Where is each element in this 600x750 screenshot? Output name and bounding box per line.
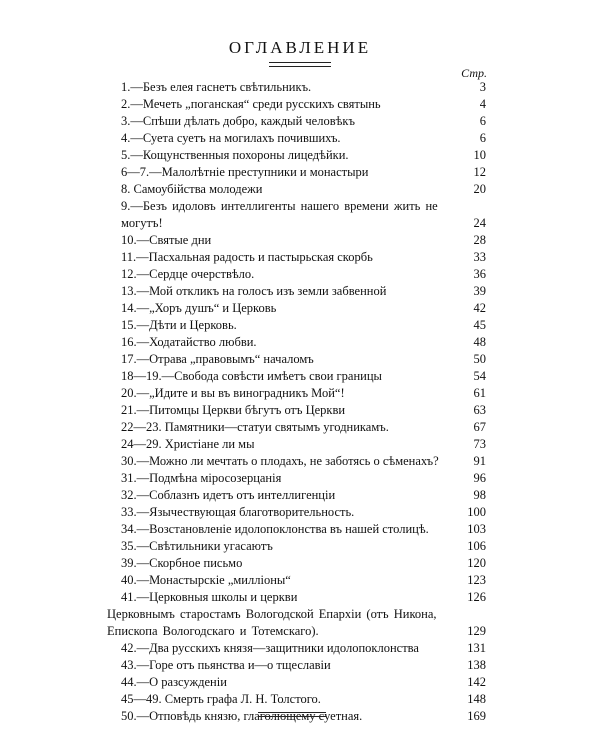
title-divider	[269, 62, 331, 67]
toc-entry-title: 50.—Отповѣдь князю, глаголющему суетная.	[121, 709, 363, 723]
toc-entry	[107, 436, 486, 453]
toc-entry-page: 4	[479, 97, 486, 111]
toc-entry-page: 54	[473, 369, 486, 383]
toc-entry-title: Церковнымъ старостамъ Вологодской Епархіи (отъ Никона, Епископа Вологодскаго и Тотемскаго).	[107, 607, 437, 638]
toc-entry-title: 18—19.—Свобода совѣсти имѣетъ свои границы	[121, 369, 382, 383]
toc-entry-page: 120	[467, 556, 486, 570]
toc-entry	[107, 181, 486, 198]
toc-entry-page: 39	[473, 284, 486, 298]
toc-entry	[107, 266, 486, 283]
toc-entry-page: 36	[473, 267, 486, 281]
toc-entry-title: 5.—Кощунственныя похороны лицедѣйки.	[121, 148, 349, 162]
toc-entry-page: 28	[473, 233, 486, 247]
toc-entry-title: 13.—Мой откликъ на голосъ изъ земли забвенной	[121, 284, 387, 298]
toc-entry	[107, 164, 486, 181]
toc-entry-page: 100	[467, 505, 486, 519]
toc-entry-page: 148	[467, 692, 486, 706]
toc-entry	[107, 504, 486, 521]
toc-entry-title: 21.—Питомцы Церкви бѣгутъ отъ Церкви	[121, 403, 346, 417]
toc-entry	[107, 453, 486, 470]
toc-entry-title: 3.—Спѣши дѣлать добро, каждый человѣкъ	[121, 114, 355, 128]
toc-entry-page: 106	[467, 539, 486, 553]
toc-entry	[107, 691, 486, 708]
toc-entry-page: 91	[473, 454, 486, 468]
toc-entry	[107, 606, 486, 640]
toc-entry	[107, 657, 486, 674]
toc-entry-page: 138	[467, 658, 486, 672]
toc-entry-title: 11.—Пасхальная радость и пастырьская скорбь	[121, 250, 373, 264]
toc-entry	[107, 368, 486, 385]
toc-entry	[107, 249, 486, 266]
toc-entry	[107, 96, 486, 113]
toc-entry	[107, 572, 486, 589]
toc-entry-title: 8. Самоубійства молодежи	[121, 182, 263, 196]
toc-entry-title: 17.—Отрава „правовымъ“ началомъ	[121, 352, 314, 366]
toc-entry	[107, 521, 486, 538]
toc-entry	[107, 130, 486, 147]
toc-entry-title: 9.—Безъ идоловъ интеллигенты нашего времени жить не могутъ!	[121, 199, 438, 230]
toc-entry	[107, 589, 486, 606]
toc-entry-page: 131	[467, 641, 486, 655]
toc-entry-page: 6	[479, 114, 486, 128]
toc-entry	[107, 283, 486, 300]
toc-entry-title: 35.—Свѣтильники угасаютъ	[121, 539, 273, 553]
toc-entry-page: 12	[473, 165, 486, 179]
toc-entry-title: 2.—Мечеть „поганская“ среди русскихъ святынь	[121, 97, 381, 111]
toc-entry-title: 30.—Можно ли мечтать о плодахъ, не заботясь о сѣменахъ?	[121, 454, 439, 468]
toc-entry-title: 33.—Язычествующая благотворительность.	[121, 505, 355, 519]
toc-entry	[107, 317, 486, 334]
toc-entry-title: 4.—Суета суетъ на могилахъ почившихъ.	[121, 131, 341, 145]
toc-entry-page: 123	[467, 573, 486, 587]
toc-entry-page: 169	[467, 709, 486, 723]
toc-entry-title: 45—49. Смерть графа Л. Н. Толстого.	[121, 692, 321, 706]
toc-entry-page: 6	[479, 131, 486, 145]
toc-entry	[107, 113, 486, 130]
toc-entry-title: 34.—Возстановленіе идолопоклонства въ нашей столицѣ.	[121, 522, 429, 536]
toc-entry-title: 14.—„Хоръ душъ“ и Церковь	[121, 301, 277, 315]
toc-entry-page: 142	[467, 675, 486, 689]
toc-entry	[107, 147, 486, 164]
toc-entry-page: 42	[473, 301, 486, 315]
toc-entry-title: 32.—Соблазнъ идетъ отъ интеллигенціи	[121, 488, 336, 502]
toc-entry	[107, 402, 486, 419]
toc-entry-page: 103	[467, 522, 486, 536]
toc-entry	[107, 198, 486, 232]
toc-entry-page: 126	[467, 590, 486, 604]
toc-entry-title: 1.—Безъ елея гаснетъ свѣтильникъ.	[121, 80, 312, 94]
toc-entry-page: 98	[473, 488, 486, 502]
toc-entry-title: 40.—Монастырскіе „милліоны“	[121, 573, 291, 587]
page-column-label: Стр.	[461, 66, 487, 80]
toc-entry-title: 44.—О разсужденіи	[121, 675, 227, 689]
toc-entry	[107, 674, 486, 691]
toc-entry-page: 45	[473, 318, 486, 332]
toc-entry-page: 61	[473, 386, 486, 400]
toc-entry	[107, 232, 486, 249]
toc-entry-page: 48	[473, 335, 486, 349]
toc-entry-title: 20.—„Идите и вы въ виноградникъ Мой“!	[121, 386, 345, 400]
toc-entry	[107, 555, 486, 572]
toc-entry-page: 10	[473, 148, 486, 162]
toc-entry	[107, 640, 486, 657]
toc-entry-title: 39.—Скорбное письмо	[121, 556, 243, 570]
toc-entry-title: 41.—Церковныя школы и церкви	[121, 590, 298, 604]
toc-entry-title: 42.—Два русскихъ князя—защитники идолопоклонства	[121, 641, 419, 655]
toc-entry-title: 31.—Подмѣна міросозерцанія	[121, 471, 282, 485]
toc-entry-page: 33	[473, 250, 486, 264]
toc-entry-title: 12.—Сердце очерствѣло.	[121, 267, 255, 281]
toc-entry	[107, 538, 486, 555]
toc-entry	[107, 487, 486, 504]
toc-entry-page: 129	[467, 624, 486, 638]
toc-entry	[107, 300, 486, 317]
toc-entry	[107, 334, 486, 351]
toc-entry-page: 96	[473, 471, 486, 485]
toc-entry-page: 20	[473, 182, 486, 196]
toc-entry	[107, 79, 486, 96]
toc-entry-page: 24	[473, 216, 486, 230]
table-of-contents	[107, 79, 486, 725]
toc-entry-page: 63	[473, 403, 486, 417]
toc-entry-page: 73	[473, 437, 486, 451]
toc-entry-title: 15.—Дѣти и Церковь.	[121, 318, 237, 332]
toc-entry-title: 6—7.—Малолѣтніе преступники и монастыри	[121, 165, 369, 179]
toc-entry-title: 10.—Святые дни	[121, 233, 212, 247]
toc-entry	[107, 419, 486, 436]
toc-entry-page: 50	[473, 352, 486, 366]
toc-entry-page: 67	[473, 420, 486, 434]
toc-entry	[107, 351, 486, 368]
toc-entry	[107, 470, 486, 487]
page-title: ОГЛАВЛЕНИЕ	[228, 38, 372, 57]
toc-entry-title: 22—23. Памятники—статуи святымъ угодникамъ.	[121, 420, 389, 434]
toc-entry-title: 24—29. Христіане ли мы	[121, 437, 255, 451]
bottom-divider	[258, 712, 326, 717]
toc-entry-title: 43.—Горе отъ пьянства и—о тщеславіи	[121, 658, 331, 672]
toc-entry-page: 3	[479, 80, 486, 94]
toc-entry-title: 16.—Ходатайство любви.	[121, 335, 257, 349]
toc-entry	[107, 385, 486, 402]
